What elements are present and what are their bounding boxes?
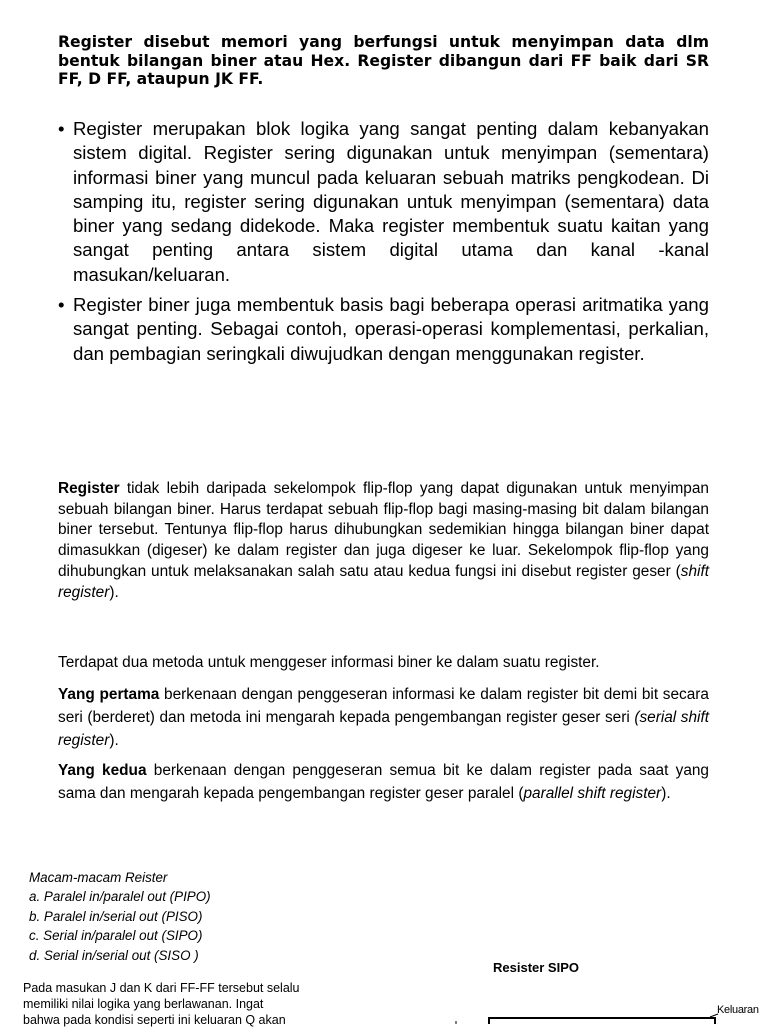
bullet-list [58,117,709,372]
register-type-item: c. Serial in/paralel out (SIPO) [29,928,203,944]
bullet-icon: • [58,294,65,316]
note-line: Pada masukan J dan K dari FF-FF tersebut selalu [23,981,300,995]
definition-end: ). [109,583,119,601]
method-one-end: ). [109,732,119,749]
method-one-italic: (serial shift register [58,709,709,749]
bullet-item [58,117,709,287]
register-types-title: Macam-macam Reister [29,870,168,885]
method-two-lead: Yang kedua [58,762,147,779]
definition-paragraph [58,479,709,603]
bullet-text: Register merupakan blok logika yang sangat penting dalam kebanyakan sistem digital. Register sering digunakan untuk menyimpan (sementara) informasi biner yang muncul pada keluaran sebuah matriks pengkodean. Di samping itu, register sering digunakan untuk menyimpan (sementara) data biner yang sedang didekode. Maka register membentuk suatu kaitan yang sangat penting antara sistem digital utama dan kanal -kanal masukan/keluaran. [73,118,709,285]
method-two-paragraph [58,759,709,805]
bullet-icon: • [58,118,65,139]
definition-italic: shift register [58,562,709,601]
method-one-paragraph [58,683,709,752]
method-two-body: berkenaan dengan penggeseran semua bit ke dalam register pada saat yang sama dan mengarah kepada pengembangan register geser paralel ( [58,762,709,802]
intro-paragraph: Register disebut memori yang berfungsi untuk menyimpan data dlm bentuk bilangan biner atau Hex. Register dibangun dari FF baik dari SR FF, D FF, ataupun JK FF. [58,33,709,88]
register-types-list [29,868,329,965]
method-one-lead: Yang pertama [58,686,160,703]
note-line: memiliki nilai logika yang berlawanan. Ingat [23,996,264,1011]
output-label: Keluaran [717,1004,759,1016]
method-one-body: berkenaan dengan penggeseran informasi ke dalam register bit demi bit secara seri (berderet) dan metoda ini mengarah kepada pengembangan register geser seri [58,686,709,726]
method-two-end: ). [661,785,671,802]
definition-body: tidak lebih daripada sekelompok flip-flop yang dapat digunakan untuk menyimpan sebuah bilangan biner. Harus terdapat sebuah flip-flop bagi masing-masing bit dalam bilangan biner tersebut. Tentunya flip-flop harus dihubungkan sedemikian hingga bilangan biner dapat dimasukkan (digeser) ke dalam register dan juga digeser ke luar. Sekelompok flip-flop yang dihubungkan untuk melaksanakan salah satu atau kedua fungsi ini disebut register geser ( [58,480,709,580]
bullet-item [58,293,709,366]
register-type-item: b. Paralel in/serial out (PISO) [29,908,203,924]
register-type-item: d. Serial in/serial out (SISO ) [29,947,199,963]
jk-note [23,981,333,1028]
bullet-text: Register biner juga membentuk basis bagi beberapa operasi aritmatika yang sangat penting. Sebagai contoh, operasi-operasi komplementasi, perkalian, dan pembagian seringkali diwujudkan dengan menggunakan register. [73,294,709,364]
register-type-item: a. Paralel in/paralel out (PIPO) [29,889,211,905]
methods-intro: Terdapat dua metoda untuk menggeser informasi biner ke dalam suatu register. [58,654,600,671]
sipo-title: Resister SIPO [493,960,579,975]
note-line: bahwa pada kondisi seperti ini keluaran Q akan [23,1012,286,1027]
method-two-italic: parallel shift register [523,785,662,802]
definition-term: Register [58,480,120,497]
